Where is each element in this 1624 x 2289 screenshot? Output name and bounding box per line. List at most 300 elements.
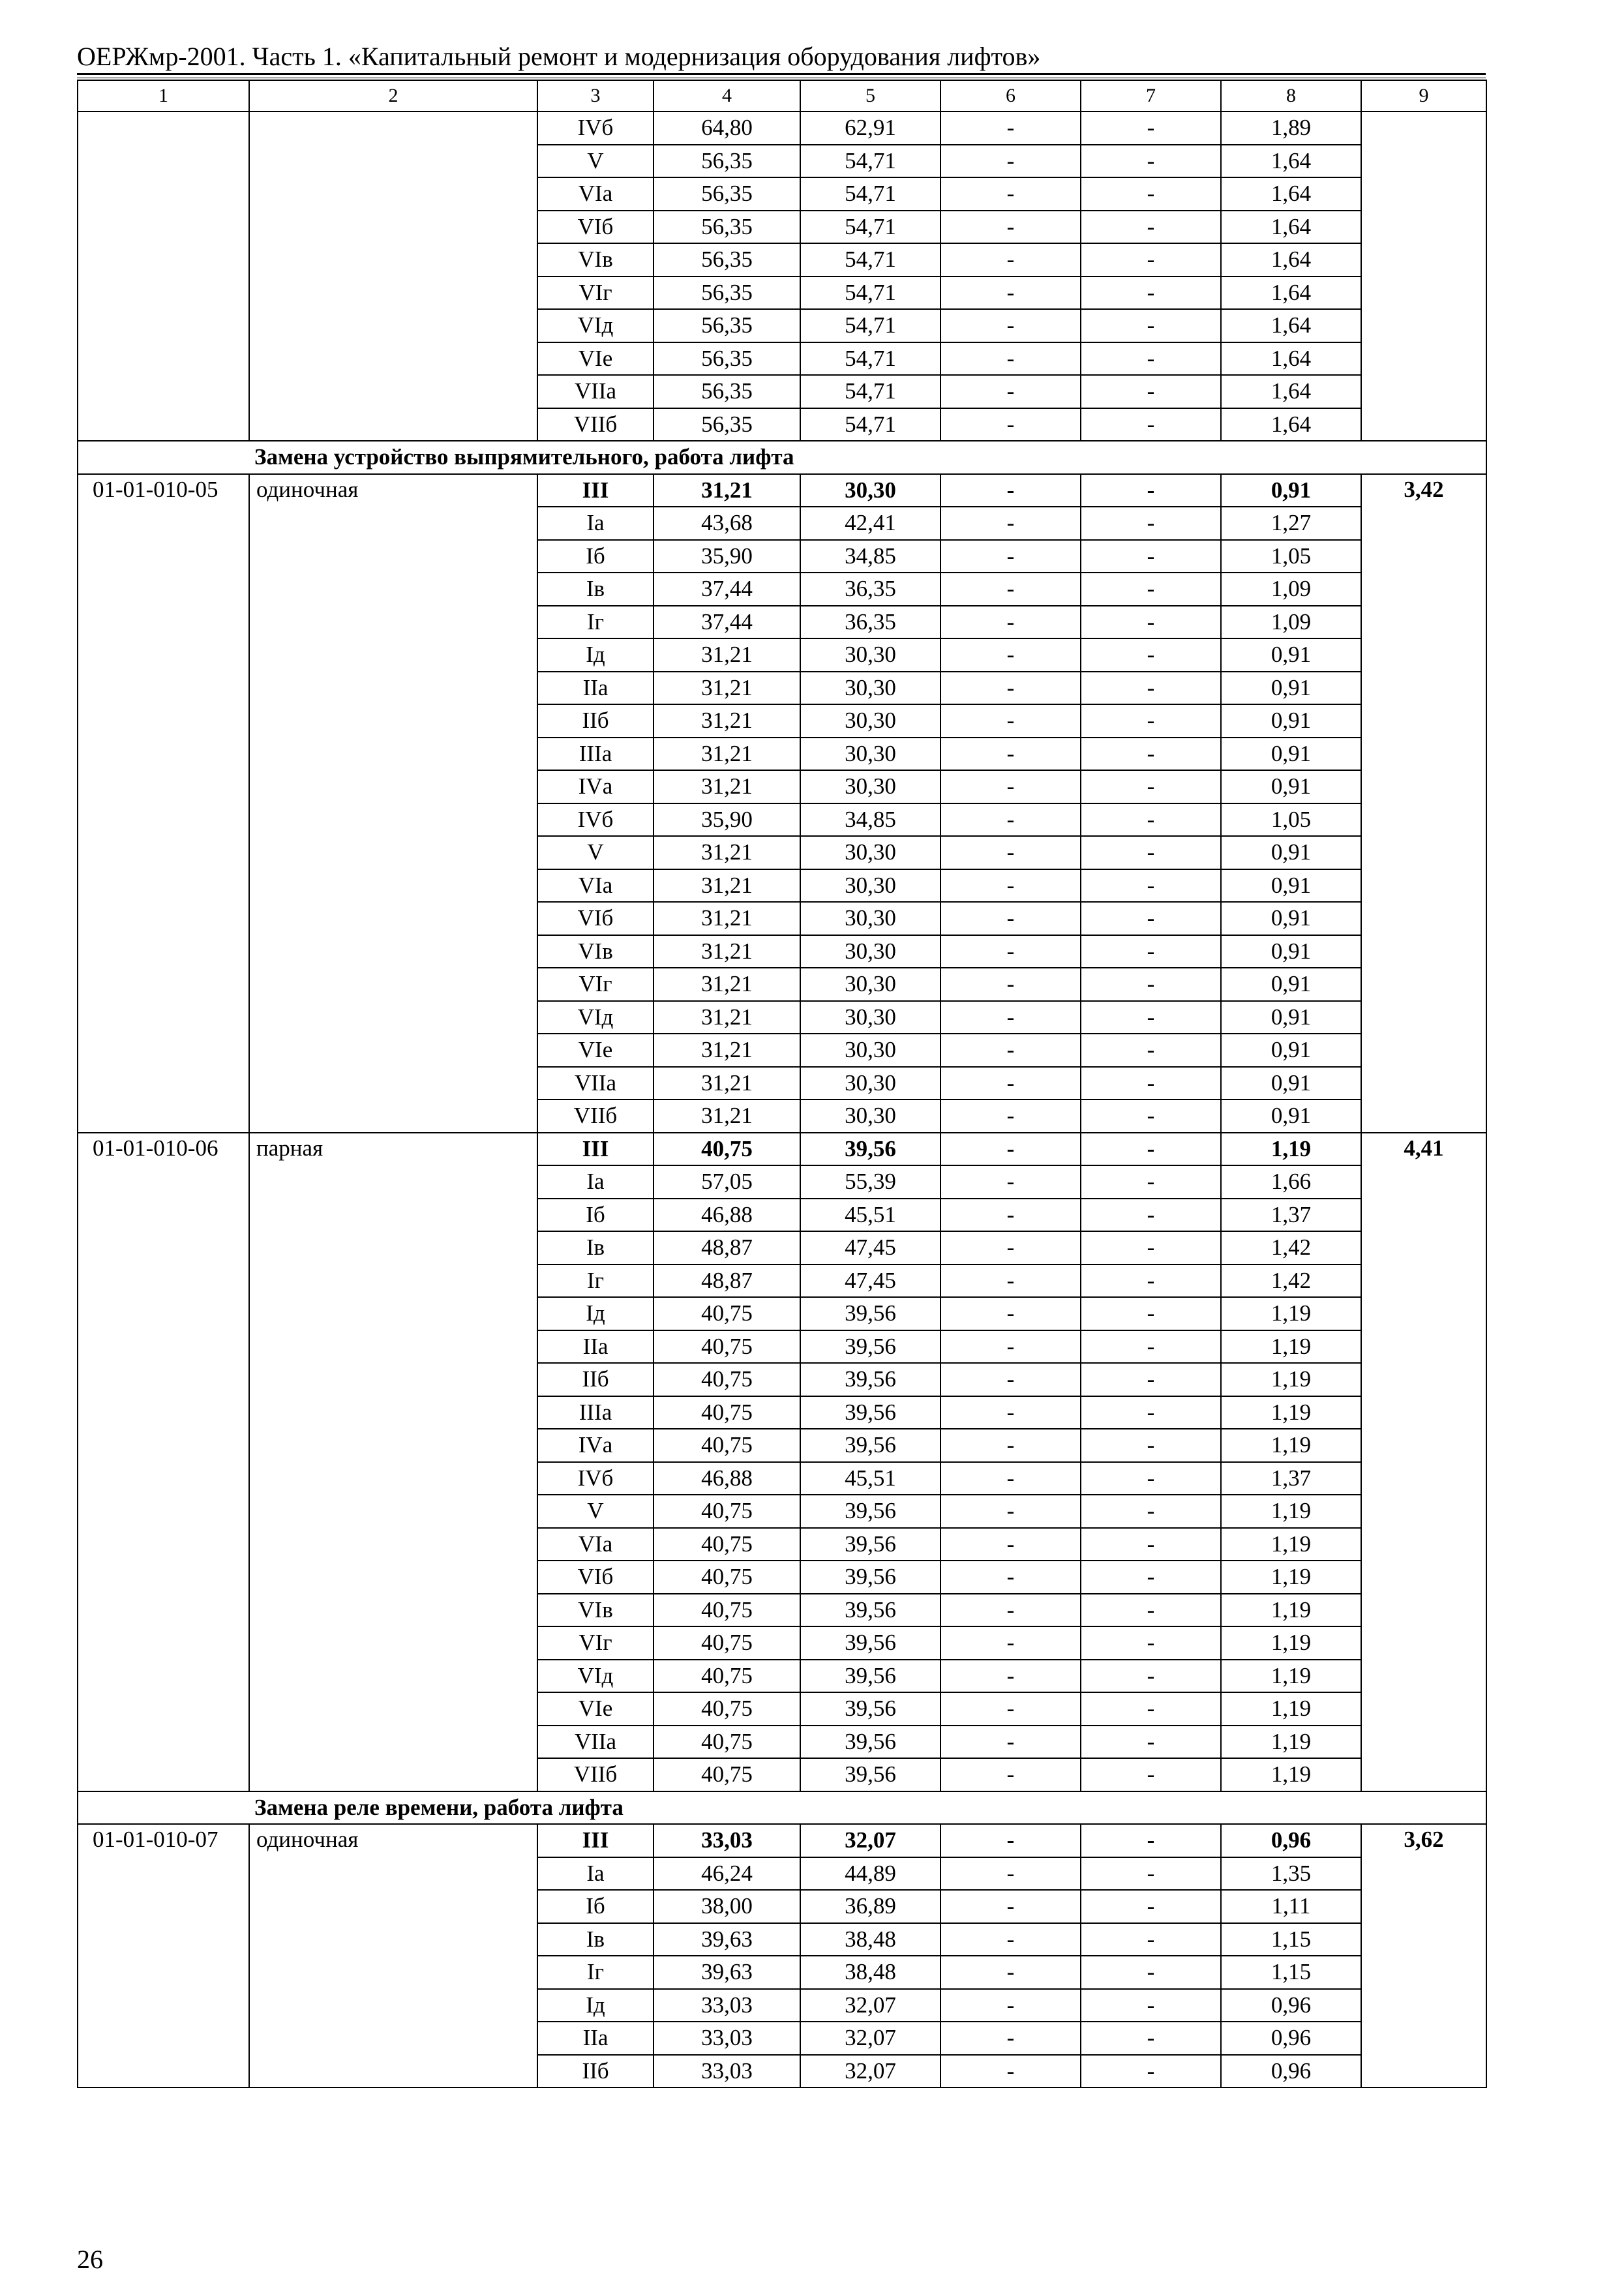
labor-cost: 39,56 — [800, 1396, 940, 1429]
labor-cost: 47,45 — [800, 1264, 940, 1298]
machine-cost: - — [940, 1561, 1081, 1594]
machine-cost: - — [940, 177, 1081, 211]
machine-cost: - — [940, 1297, 1081, 1330]
machine-cost: - — [940, 638, 1081, 672]
labor-cost: 54,71 — [800, 145, 940, 178]
direct-costs: 40,75 — [654, 1363, 800, 1396]
materials-cost: 1,89 — [1221, 112, 1361, 145]
labor-hours-total: 3,62 — [1361, 1824, 1486, 2087]
direct-costs: 40,75 — [654, 1528, 800, 1561]
region-zone: Iд — [537, 1989, 654, 2022]
machine-cost: - — [940, 606, 1081, 639]
driver-wages: - — [1081, 738, 1221, 771]
materials-cost: 1,19 — [1221, 1363, 1361, 1396]
work-name: парная — [249, 1133, 537, 1791]
driver-wages: - — [1081, 474, 1221, 507]
direct-costs: 31,21 — [654, 770, 800, 803]
machine-cost: - — [940, 1890, 1081, 1923]
materials-cost: 1,64 — [1221, 145, 1361, 178]
direct-costs: 40,75 — [654, 1330, 800, 1364]
machine-cost: - — [940, 1264, 1081, 1298]
materials-cost: 0,96 — [1221, 1989, 1361, 2022]
region-zone: VIб — [537, 211, 654, 244]
region-zone: IIIа — [537, 1396, 654, 1429]
materials-cost: 0,91 — [1221, 638, 1361, 672]
driver-wages: - — [1081, 1626, 1221, 1660]
region-zone: III — [537, 474, 654, 507]
driver-wages: - — [1081, 1890, 1221, 1923]
driver-wages: - — [1081, 1231, 1221, 1264]
materials-cost: 1,64 — [1221, 277, 1361, 310]
labor-cost: 30,30 — [800, 1001, 940, 1034]
region-zone: VIг — [537, 968, 654, 1001]
driver-wages: - — [1081, 1462, 1221, 1495]
materials-cost: 1,19 — [1221, 1396, 1361, 1429]
region-zone: Iд — [537, 638, 654, 672]
labor-cost: 32,07 — [800, 1824, 940, 1857]
direct-costs: 40,75 — [654, 1561, 800, 1594]
region-zone: Iв — [537, 1923, 654, 1956]
driver-wages: - — [1081, 1165, 1221, 1199]
machine-cost: - — [940, 803, 1081, 837]
driver-wages: - — [1081, 1989, 1221, 2022]
machine-cost: - — [940, 1034, 1081, 1067]
materials-cost: 1,05 — [1221, 803, 1361, 837]
region-zone: VIв — [537, 935, 654, 968]
machine-cost: - — [940, 507, 1081, 540]
labor-cost: 39,56 — [800, 1363, 940, 1396]
labor-cost: 54,71 — [800, 243, 940, 277]
rate-code: 01-01-010-07 — [78, 1824, 249, 2087]
machine-cost: - — [940, 1165, 1081, 1199]
region-zone: IVб — [537, 112, 654, 145]
materials-cost: 1,64 — [1221, 243, 1361, 277]
machine-cost: - — [940, 1660, 1081, 1693]
table-row — [78, 1133, 1486, 1166]
driver-wages: - — [1081, 243, 1221, 277]
rate-code: 01-01-010-05 — [78, 474, 249, 1133]
direct-costs: 38,00 — [654, 1890, 800, 1923]
machine-cost: - — [940, 1824, 1081, 1857]
region-zone: Iб — [537, 540, 654, 573]
labor-cost: 44,89 — [800, 1857, 940, 1891]
machine-cost: - — [940, 968, 1081, 1001]
driver-wages: - — [1081, 1067, 1221, 1100]
driver-wages: - — [1081, 1923, 1221, 1956]
region-zone: VIб — [537, 1561, 654, 1594]
driver-wages: - — [1081, 1429, 1221, 1462]
labor-cost: 54,71 — [800, 177, 940, 211]
labor-cost: 39,56 — [800, 1660, 940, 1693]
direct-costs: 37,44 — [654, 573, 800, 606]
labor-cost: 39,56 — [800, 1692, 940, 1726]
driver-wages: - — [1081, 1692, 1221, 1726]
materials-cost: 0,91 — [1221, 902, 1361, 935]
direct-costs: 56,35 — [654, 211, 800, 244]
work-name — [249, 112, 537, 441]
direct-costs: 33,03 — [654, 1824, 800, 1857]
materials-cost: 1,64 — [1221, 211, 1361, 244]
materials-cost: 1,19 — [1221, 1330, 1361, 1364]
driver-wages: - — [1081, 1100, 1221, 1133]
labor-cost: 30,30 — [800, 968, 940, 1001]
region-zone: III — [537, 1824, 654, 1857]
direct-costs: 56,35 — [654, 375, 800, 408]
direct-costs: 40,75 — [654, 1660, 800, 1693]
driver-wages: - — [1081, 342, 1221, 376]
materials-cost: 1,19 — [1221, 1626, 1361, 1660]
machine-cost: - — [940, 1330, 1081, 1364]
region-zone: Iг — [537, 1264, 654, 1298]
machine-cost: - — [940, 309, 1081, 342]
driver-wages: - — [1081, 1199, 1221, 1232]
materials-cost: 0,96 — [1221, 1824, 1361, 1857]
materials-cost: 1,64 — [1221, 309, 1361, 342]
region-zone: VIIа — [537, 375, 654, 408]
region-zone: Iа — [537, 1857, 654, 1891]
direct-costs: 48,87 — [654, 1231, 800, 1264]
labor-cost: 30,30 — [800, 902, 940, 935]
direct-costs: 31,21 — [654, 1100, 800, 1133]
table-row — [78, 474, 1486, 507]
machine-cost: - — [940, 902, 1081, 935]
labor-cost: 39,56 — [800, 1626, 940, 1660]
region-zone: IIб — [537, 1363, 654, 1396]
materials-cost: 1,37 — [1221, 1462, 1361, 1495]
machine-cost: - — [940, 836, 1081, 869]
materials-cost: 1,19 — [1221, 1429, 1361, 1462]
direct-costs: 64,80 — [654, 112, 800, 145]
header-divider — [77, 73, 1486, 78]
direct-costs: 57,05 — [654, 1165, 800, 1199]
region-zone: VIIб — [537, 1758, 654, 1791]
region-zone: VIв — [537, 1594, 654, 1627]
labor-cost: 32,07 — [800, 1989, 940, 2022]
direct-costs: 31,21 — [654, 869, 800, 903]
labor-cost: 30,30 — [800, 935, 940, 968]
driver-wages: - — [1081, 1396, 1221, 1429]
materials-cost: 1,37 — [1221, 1199, 1361, 1232]
direct-costs: 31,21 — [654, 1001, 800, 1034]
labor-cost: 39,56 — [800, 1758, 940, 1791]
machine-cost: - — [940, 375, 1081, 408]
region-zone: VIд — [537, 1660, 654, 1693]
labor-cost: 30,30 — [800, 638, 940, 672]
materials-cost: 1,19 — [1221, 1133, 1361, 1166]
direct-costs: 56,35 — [654, 408, 800, 441]
materials-cost: 1,64 — [1221, 408, 1361, 441]
labor-cost: 30,30 — [800, 770, 940, 803]
direct-costs: 31,21 — [654, 638, 800, 672]
driver-wages: - — [1081, 1561, 1221, 1594]
labor-cost: 32,07 — [800, 2055, 940, 2088]
machine-cost: - — [940, 869, 1081, 903]
machine-cost: - — [940, 1001, 1081, 1034]
materials-cost: 1,19 — [1221, 1726, 1361, 1759]
machine-cost: - — [940, 573, 1081, 606]
machine-cost: - — [940, 277, 1081, 310]
materials-cost: 0,91 — [1221, 738, 1361, 771]
machine-cost: - — [940, 540, 1081, 573]
machine-cost: - — [940, 738, 1081, 771]
machine-cost: - — [940, 243, 1081, 277]
labor-cost: 30,30 — [800, 1034, 940, 1067]
labor-cost: 30,30 — [800, 704, 940, 738]
labor-cost: 34,85 — [800, 540, 940, 573]
driver-wages: - — [1081, 177, 1221, 211]
labor-cost: 30,30 — [800, 869, 940, 903]
direct-costs: 33,03 — [654, 2022, 800, 2055]
labor-cost: 54,71 — [800, 408, 940, 441]
driver-wages: - — [1081, 2022, 1221, 2055]
direct-costs: 46,88 — [654, 1199, 800, 1232]
region-zone: IVб — [537, 803, 654, 837]
materials-cost: 1,19 — [1221, 1561, 1361, 1594]
column-number-row — [78, 80, 1486, 112]
machine-cost: - — [940, 672, 1081, 705]
direct-costs: 56,35 — [654, 309, 800, 342]
labor-hours-total: 4,41 — [1361, 1133, 1486, 1791]
direct-costs: 56,35 — [654, 277, 800, 310]
machine-cost: - — [940, 112, 1081, 145]
region-zone: VIе — [537, 1034, 654, 1067]
materials-cost: 0,96 — [1221, 2055, 1361, 2088]
labor-cost: 30,30 — [800, 1100, 940, 1133]
direct-costs: 31,21 — [654, 672, 800, 705]
labor-cost: 30,30 — [800, 672, 940, 705]
materials-cost: 1,42 — [1221, 1264, 1361, 1298]
direct-costs: 56,35 — [654, 243, 800, 277]
direct-costs: 40,75 — [654, 1297, 800, 1330]
column-number: 6 — [940, 80, 1081, 112]
column-number: 8 — [1221, 80, 1361, 112]
direct-costs: 40,75 — [654, 1758, 800, 1791]
direct-costs: 46,88 — [654, 1462, 800, 1495]
driver-wages: - — [1081, 112, 1221, 145]
materials-cost: 0,91 — [1221, 836, 1361, 869]
driver-wages: - — [1081, 935, 1221, 968]
labor-cost: 54,71 — [800, 342, 940, 376]
section-heading-row — [78, 441, 1486, 474]
materials-cost: 0,91 — [1221, 1100, 1361, 1133]
materials-cost: 1,19 — [1221, 1297, 1361, 1330]
materials-cost: 1,15 — [1221, 1956, 1361, 1989]
driver-wages: - — [1081, 1297, 1221, 1330]
region-zone: IIа — [537, 2022, 654, 2055]
driver-wages: - — [1081, 1528, 1221, 1561]
region-zone: Iа — [537, 507, 654, 540]
labor-cost: 45,51 — [800, 1462, 940, 1495]
direct-costs: 40,75 — [654, 1396, 800, 1429]
table-row — [78, 112, 1486, 145]
machine-cost: - — [940, 1100, 1081, 1133]
labor-cost: 34,85 — [800, 803, 940, 837]
direct-costs: 48,87 — [654, 1264, 800, 1298]
materials-cost: 0,91 — [1221, 770, 1361, 803]
region-zone: Iв — [537, 1231, 654, 1264]
machine-cost: - — [940, 1626, 1081, 1660]
labor-cost: 42,41 — [800, 507, 940, 540]
driver-wages: - — [1081, 277, 1221, 310]
materials-cost: 1,09 — [1221, 606, 1361, 639]
labor-cost: 32,07 — [800, 2022, 940, 2055]
materials-cost: 1,66 — [1221, 1165, 1361, 1199]
materials-cost: 1,19 — [1221, 1528, 1361, 1561]
driver-wages: - — [1081, 1001, 1221, 1034]
driver-wages: - — [1081, 672, 1221, 705]
region-zone: VIе — [537, 342, 654, 376]
region-zone: VIб — [537, 902, 654, 935]
driver-wages: - — [1081, 408, 1221, 441]
driver-wages: - — [1081, 704, 1221, 738]
region-zone: VIIа — [537, 1726, 654, 1759]
direct-costs: 33,03 — [654, 1989, 800, 2022]
region-zone: IIа — [537, 672, 654, 705]
machine-cost: - — [940, 1989, 1081, 2022]
direct-costs: 31,21 — [654, 935, 800, 968]
machine-cost: - — [940, 1528, 1081, 1561]
machine-cost: - — [940, 1363, 1081, 1396]
machine-cost: - — [940, 935, 1081, 968]
direct-costs: 56,35 — [654, 145, 800, 178]
labor-cost: 36,35 — [800, 606, 940, 639]
direct-costs: 37,44 — [654, 606, 800, 639]
rate-code — [78, 112, 249, 441]
driver-wages: - — [1081, 606, 1221, 639]
column-number: 5 — [800, 80, 940, 112]
labor-cost: 55,39 — [800, 1165, 940, 1199]
region-zone: V — [537, 1495, 654, 1528]
direct-costs: 31,21 — [654, 968, 800, 1001]
materials-cost: 1,09 — [1221, 573, 1361, 606]
region-zone: Iа — [537, 1165, 654, 1199]
region-zone: IIIа — [537, 738, 654, 771]
column-number: 7 — [1081, 80, 1221, 112]
region-zone: Iд — [537, 1297, 654, 1330]
direct-costs: 56,35 — [654, 342, 800, 376]
labor-cost: 39,56 — [800, 1561, 940, 1594]
work-name: одиночная — [249, 1824, 537, 2087]
direct-costs: 40,75 — [654, 1495, 800, 1528]
materials-cost: 0,91 — [1221, 1067, 1361, 1100]
materials-cost: 1,35 — [1221, 1857, 1361, 1891]
driver-wages: - — [1081, 803, 1221, 837]
materials-cost: 0,96 — [1221, 2022, 1361, 2055]
region-zone: VIа — [537, 869, 654, 903]
driver-wages: - — [1081, 1857, 1221, 1891]
driver-wages: - — [1081, 145, 1221, 178]
region-zone: V — [537, 836, 654, 869]
direct-costs: 40,75 — [654, 1133, 800, 1166]
direct-costs: 31,21 — [654, 738, 800, 771]
column-number: 3 — [537, 80, 654, 112]
materials-cost: 1,05 — [1221, 540, 1361, 573]
direct-costs: 35,90 — [654, 540, 800, 573]
machine-cost: - — [940, 1692, 1081, 1726]
materials-cost: 1,19 — [1221, 1692, 1361, 1726]
labor-cost: 36,89 — [800, 1890, 940, 1923]
region-zone: VIа — [537, 1528, 654, 1561]
materials-cost: 0,91 — [1221, 1001, 1361, 1034]
machine-cost: - — [940, 1133, 1081, 1166]
region-zone: Iв — [537, 573, 654, 606]
driver-wages: - — [1081, 770, 1221, 803]
labor-cost: 30,30 — [800, 836, 940, 869]
driver-wages: - — [1081, 507, 1221, 540]
materials-cost: 1,64 — [1221, 375, 1361, 408]
table-row — [78, 1824, 1486, 1857]
direct-costs: 31,21 — [654, 1067, 800, 1100]
machine-cost: - — [940, 1594, 1081, 1627]
materials-cost: 0,91 — [1221, 474, 1361, 507]
column-number: 2 — [249, 80, 537, 112]
machine-cost: - — [940, 1199, 1081, 1232]
driver-wages: - — [1081, 968, 1221, 1001]
direct-costs: 39,63 — [654, 1923, 800, 1956]
region-zone: VIIб — [537, 408, 654, 441]
section-title: Замена устройство выпрямительного, работа лифта — [78, 441, 1486, 474]
region-zone: VIа — [537, 177, 654, 211]
driver-wages: - — [1081, 1133, 1221, 1166]
direct-costs: 35,90 — [654, 803, 800, 837]
labor-cost: 39,56 — [800, 1528, 940, 1561]
direct-costs: 31,21 — [654, 474, 800, 507]
materials-cost: 1,42 — [1221, 1231, 1361, 1264]
labor-cost: 62,91 — [800, 112, 940, 145]
region-zone: VIг — [537, 277, 654, 310]
materials-cost: 1,64 — [1221, 177, 1361, 211]
machine-cost: - — [940, 1956, 1081, 1989]
direct-costs: 40,75 — [654, 1429, 800, 1462]
direct-costs: 40,75 — [654, 1626, 800, 1660]
labor-cost: 30,30 — [800, 738, 940, 771]
region-zone: Iг — [537, 606, 654, 639]
driver-wages: - — [1081, 2055, 1221, 2088]
section-title: Замена реле времени, работа лифта — [78, 1791, 1486, 1825]
direct-costs: 39,63 — [654, 1956, 800, 1989]
materials-cost: 1,27 — [1221, 507, 1361, 540]
region-zone: IVа — [537, 1429, 654, 1462]
machine-cost: - — [940, 1923, 1081, 1956]
region-zone: IIа — [537, 1330, 654, 1364]
labor-hours-total — [1361, 112, 1486, 441]
materials-cost: 0,91 — [1221, 704, 1361, 738]
labor-cost: 39,56 — [800, 1594, 940, 1627]
driver-wages: - — [1081, 1956, 1221, 1989]
labor-cost: 39,56 — [800, 1133, 940, 1166]
region-zone: VIд — [537, 1001, 654, 1034]
driver-wages: - — [1081, 1034, 1221, 1067]
table-body — [78, 80, 1486, 2087]
machine-cost: - — [940, 1462, 1081, 1495]
machine-cost: - — [940, 2055, 1081, 2088]
region-zone: IVб — [537, 1462, 654, 1495]
driver-wages: - — [1081, 1660, 1221, 1693]
machine-cost: - — [940, 474, 1081, 507]
direct-costs: 43,68 — [654, 507, 800, 540]
materials-cost: 0,91 — [1221, 672, 1361, 705]
section-heading-row — [78, 1791, 1486, 1825]
materials-cost: 0,91 — [1221, 968, 1361, 1001]
region-zone: IIб — [537, 2055, 654, 2088]
region-zone: V — [537, 145, 654, 178]
region-zone: VIв — [537, 243, 654, 277]
driver-wages: - — [1081, 1495, 1221, 1528]
materials-cost: 1,11 — [1221, 1890, 1361, 1923]
driver-wages: - — [1081, 1758, 1221, 1791]
machine-cost: - — [940, 1396, 1081, 1429]
machine-cost: - — [940, 1231, 1081, 1264]
